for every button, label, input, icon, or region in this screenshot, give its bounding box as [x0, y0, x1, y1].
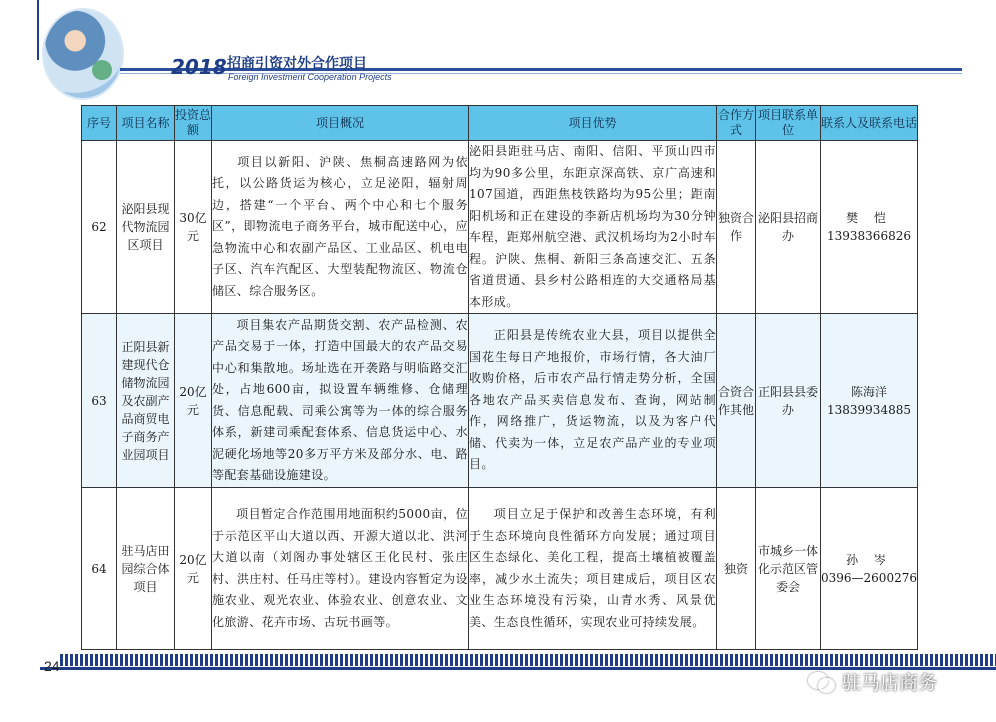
row-contact [821, 488, 918, 650]
row-name: 正阳县新建现代仓储物流园及农副产品商贸电子商务产业园项目 [117, 314, 175, 488]
row-name: 驻马店田园综合体项目 [117, 488, 175, 650]
row-name: 泌阳县现代物流园区项目 [117, 141, 175, 314]
contact-name: 陈海洋 [850, 384, 887, 399]
row-no: 64 [82, 488, 117, 650]
row-contact [821, 141, 918, 314]
table-row [82, 488, 918, 650]
page-number: 24 [44, 658, 60, 674]
row-no: 63 [82, 314, 117, 488]
watermark-text: 驻马店商务 [842, 671, 938, 694]
header-subtitle: Foreign Investment Cooperation Projects [228, 72, 392, 82]
contact-phone: 13938366826 [827, 229, 911, 243]
page-edge-line [37, 0, 39, 60]
col-header-coop: 合作方式 [717, 106, 756, 141]
table-row [82, 314, 918, 488]
watermark [808, 667, 937, 695]
row-overview: 项目集农产品期货交割、农产品检测、农产品交易于一体，打造中国最大的农产品交易中心和集散地。场址选在开袭路与明临路交汇处，占地600亩，拟设置车辆维修、仓储理货、信息配载、司乘公寓等为一体的综合服务体系，新建司乘配套体系、信息货运中心、水泥硬化场地等20多万平方米及部分水、电、路等配套基础设施建设。 [212, 314, 469, 488]
header-year: 2018 [171, 55, 227, 79]
header-title: 招商引资对外合作项目 [227, 56, 367, 72]
footer-band [60, 654, 996, 666]
row-overview: 项目暂定合作范围用地面积约5000亩，位于示范区平山大道以西、开源大道以北、洪河大道以南（刘阁办事处辖区王化民村、张庄村、洪庄村、任马庄等村）。建设内容暂定为设施农业、观光农业、体验农业、创意农业、文化旅游、花卉市场、古玩书画等。 [212, 488, 469, 650]
contact-phone: 13839934885 [827, 402, 911, 417]
row-coop: 合资合作其他 [717, 314, 756, 488]
col-header-no: 序号 [82, 106, 117, 141]
row-coop: 独资 [717, 488, 756, 650]
row-unit: 正阳县县委办 [756, 314, 821, 488]
projects-table [81, 105, 918, 650]
col-header-unit: 项目联系单位 [756, 106, 821, 141]
contact-phone: 0396—2600276 [821, 570, 917, 585]
contact-name: 樊 恺 [846, 211, 892, 225]
table-row [82, 141, 918, 314]
row-overview: 项目以新阳、沪陕、焦桐高速路网为依托，以公路货运为核心，立足泌阳，辐射周边，搭建“一个平台、两个中心和七个服务区”，即物流电子商务平台，城市配送中心，应急物流中心和农副产品区、工业品区、机电电子区、汽车汽配区、大型装配物流区、物流仓储区、综合服务区。 [212, 141, 469, 314]
col-header-advantage: 项目优势 [469, 106, 717, 141]
row-advantage: 项目立足于保护和改善生态环境，有利于生态环境向良性循环方向发展；通过项目区生态绿化、美化工程，提高土壤植被覆盖率，减少水土流失；项目建成后，项目区农业生态环境没有污染，山青水秀、风景优美、生态良性循环，实现农业可持续发展。 [469, 488, 717, 650]
row-advantage: 正阳县是传统农业大县，项目以提供全国花生每日产地报价，市场行情，各大油厂收购价格，后市农产品行情走势分析，全国各地农产品买卖信息发布、查询，网站制作，网络推广，货运物流，以及为客户代储、代卖为一体，立足农产品产业的专业项目。 [469, 314, 717, 488]
col-header-amount: 投资总额 [175, 106, 212, 141]
row-no: 62 [82, 141, 117, 314]
col-header-contact: 联系人及联系电话 [821, 106, 918, 141]
row-amount: 30亿元 [175, 141, 212, 314]
row-amount: 20亿元 [175, 488, 212, 650]
table-header-row [82, 106, 918, 141]
header-photo [42, 8, 124, 100]
row-unit: 市城乡一体化示范区管委会 [756, 488, 821, 650]
wechat-icon [808, 670, 834, 692]
row-unit: 泌阳县招商办 [756, 141, 821, 314]
contact-name: 孙 岑 [846, 552, 892, 567]
row-contact [821, 314, 918, 488]
col-header-name: 项目名称 [117, 106, 175, 141]
row-amount: 20亿元 [175, 314, 212, 488]
row-advantage: 泌阳县距驻马店、南阳、信阳、平顶山四市均为90多公里，东距京深高铁、京广高速和107国道，西距焦枝铁路均为95公里；距南阳机场和正在建设的李新店机场均为30分钟车程，距郑州航空港、武汉机场均为2小时车程。沪陕、焦桐、新阳三条高速交汇、五条省道贯通、县乡村公路相连的大交通格局基本形成。 [469, 141, 717, 314]
row-coop: 独资合作 [717, 141, 756, 314]
col-header-overview: 项目概况 [212, 106, 469, 141]
